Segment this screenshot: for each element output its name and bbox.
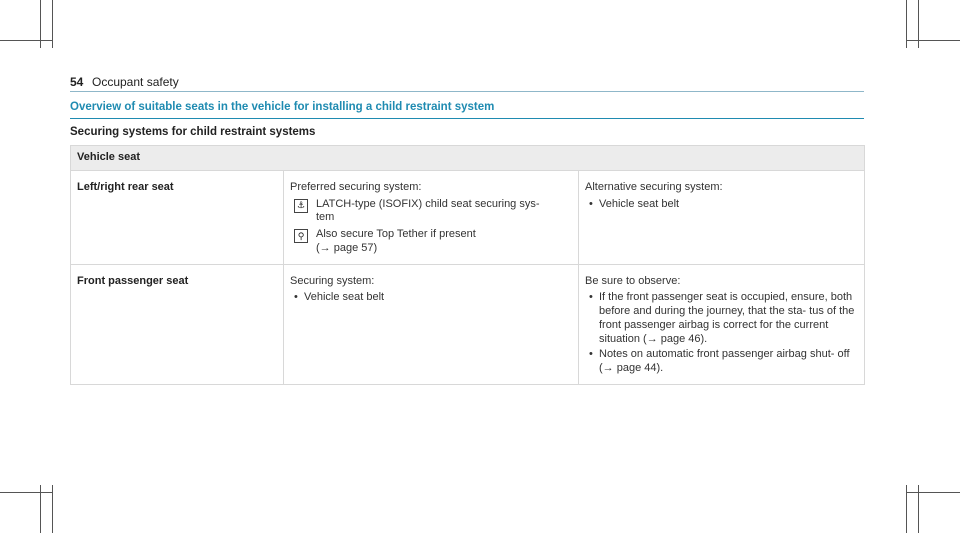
isofix-line bbox=[290, 198, 572, 226]
crop-mark bbox=[906, 40, 960, 41]
alternative-list bbox=[585, 198, 858, 212]
list-item: • If the front passenger seat is occupied, ensure, both before and during the journey, that the sta- tus of the front passenger airbag is correct for the current situation (→ page 46). bbox=[585, 291, 858, 346]
alternative-intro: Be sure to observe: bbox=[585, 274, 681, 287]
page-header bbox=[70, 72, 864, 94]
top-tether-text: Also secure Top Tether if present (→ page 57) bbox=[316, 228, 476, 254]
list-item: • Vehicle seat belt bbox=[585, 198, 858, 212]
isofix-text: LATCH-type (ISOFIX) child seat securing sys- tem bbox=[316, 197, 540, 224]
preferred-cell bbox=[284, 264, 579, 384]
section-heading: Overview of suitable seats in the vehicle for installing a child restraint system bbox=[70, 101, 495, 113]
crop-mark bbox=[52, 0, 53, 48]
alternative-cell bbox=[579, 170, 865, 264]
list-item: • Vehicle seat belt bbox=[290, 291, 572, 305]
table-row bbox=[71, 264, 865, 384]
header-divider bbox=[70, 91, 864, 92]
preferred-list bbox=[290, 291, 572, 305]
preferred-cell bbox=[284, 170, 579, 264]
table-row bbox=[71, 170, 865, 264]
crop-mark bbox=[0, 40, 52, 41]
seat-cell: Left/right rear seat bbox=[71, 170, 284, 264]
table-header-cell: Vehicle seat bbox=[71, 146, 865, 171]
list-item: • Notes on automatic front passenger airbag shut- off (→ page 44). bbox=[585, 348, 858, 376]
alternative-intro: Alternative securing system: bbox=[585, 180, 723, 193]
preferred-intro: Securing system: bbox=[290, 274, 375, 287]
page-reference-link[interactable]: (→ page 57) bbox=[316, 241, 378, 254]
crop-mark bbox=[906, 492, 960, 493]
alternative-list bbox=[585, 291, 858, 376]
preferred-intro: Preferred securing system: bbox=[290, 180, 422, 193]
top-tether-icon: ⚲ bbox=[294, 229, 308, 243]
child-seat-table bbox=[70, 145, 865, 385]
crop-mark bbox=[0, 492, 52, 493]
alternative-cell bbox=[579, 264, 865, 384]
page-number: 54 bbox=[70, 75, 84, 89]
sub-heading: Securing systems for child restraint systems bbox=[70, 126, 316, 138]
heading-divider bbox=[70, 118, 864, 119]
isofix-anchor-icon: ⚓ bbox=[294, 199, 308, 213]
top-tether-line bbox=[290, 228, 572, 256]
seat-cell: Front passenger seat bbox=[71, 264, 284, 384]
crop-mark bbox=[52, 485, 53, 533]
page-section-title: Occupant safety bbox=[92, 75, 179, 89]
table-header-row bbox=[71, 146, 865, 171]
